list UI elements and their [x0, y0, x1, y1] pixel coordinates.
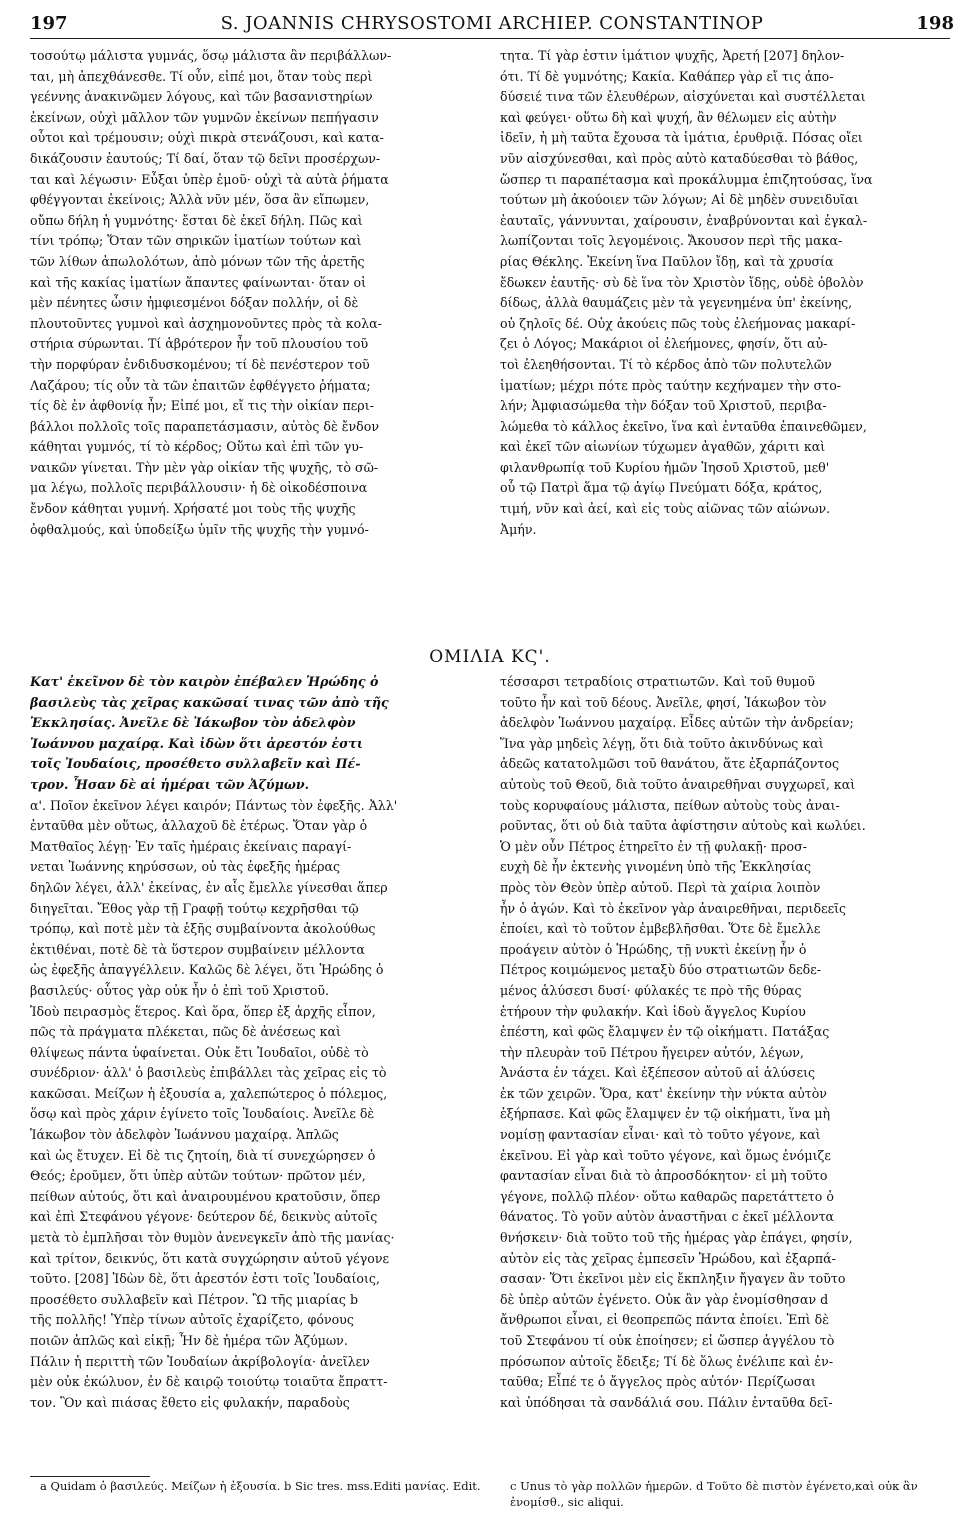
text-line: ἔνδον κάθηται γυμνή. Χρήσατέ μοι τοὺς τῆς ψυχῆς	[30, 501, 356, 517]
text-line: αὐτοὺς τοῦ Θεοῦ, διὰ τοῦτο ἀναιρεθῆναι συγχωρεῖ, καὶ	[500, 776, 856, 792]
upper-left-column	[30, 46, 488, 596]
text-line: τρόπῳ, καὶ ποτὲ μὲν τὰ ἑξῆς συμβαίνοντα ἀκολούθως	[30, 921, 376, 937]
text-line: ὀφθαλμούς, καὶ ὑποδείξω ὑμῖν τῆς ψυχῆς τὴν γυμνό-	[30, 521, 369, 537]
text-line: τούτων μὴ ἀκούοιεν τῶν λόγων; Αἱ δὲ μηδὲν συνειδυῖαι	[500, 192, 859, 208]
text-line: κάθηται γυμνός, τί τὸ κέρδος; Οὕτω καὶ ἐπὶ τῶν γυ-	[30, 439, 364, 455]
text-line: συνέδριον· ἀλλ' ὁ βασιλεὺς ἐπιβάλλει τὰς χεῖρας εἰς τὸ	[30, 1065, 387, 1081]
text-line: Ἰάκωβον τὸν ἀδελφὸν Ἰωάννου μαχαίρᾳ. Ἁπλῶς	[30, 1127, 339, 1143]
text-line: τοῦτο ἦν καὶ τοῦ δέους. Ἀνεῖλε, φησί, Ἰάκωβον τὸν	[500, 694, 827, 710]
text-line: ται καὶ λέγωσιν· Εὖξαι ὑπὲρ ἐμοῦ· οὐχὶ τὰ αὐτὰ ῥήματα	[30, 171, 389, 187]
text-line: σασαν· Ὅτι ἐκεῖνοι μὲν εἰς ἔκπληξιν ἤγαγεν ἂν τοῦτο	[500, 1271, 846, 1287]
text-line: οὗ τῷ Πατρὶ ἅμα τῷ ἁγίῳ Πνεύματι δόξα, κράτος,	[500, 480, 823, 496]
footnotes-left	[40, 1478, 500, 1494]
text-line: ναικῶν γίνεται. Τὴν μὲν γὰρ οἰκίαν τῆς ψυχῆς, τὸ σῶ-	[30, 459, 379, 475]
text-line: ἐτήρουν τὴν φυλακήν. Καὶ ἰδοὺ ἄγγελος Κυρίου	[500, 1003, 806, 1019]
text-line: στήρια σύρωνται. Τί ἁβρότερον ἦν τοῦ πλουσίου τοῦ	[30, 336, 369, 352]
text-line: θάνατος. Τὸ γοῦν αὐτὸν ἀναστῆναι c ἐκεῖ μέλλοντα	[500, 1209, 835, 1225]
text-line: γέγονε, πολλῷ πλέον· οὕτω καθαρῶς παρετάττετο ὁ	[500, 1188, 834, 1204]
text-line: Ἵνα γὰρ μηδεὶς λέγῃ, ὅτι διὰ τοῦτο ἀκινδύνως καὶ	[500, 735, 824, 751]
text-line: λήν; Ἀμφιασώμεθα τὴν δόξαν τοῦ Χριστοῦ, περιβα-	[500, 398, 827, 414]
text-line: Πάλιν ἡ περιττὴ τῶν Ἰουδαίων ἀκρίβολογία· ἀνεῖλεν	[30, 1353, 370, 1369]
text-line: Ματθαῖος λέγῃ· Ἐν ταῖς ἡμέραις ἐκείναις παραγί-	[30, 838, 352, 854]
text-line: τέσσαρσι τετραδίοις στρατιωτῶν. Καὶ τοῦ θυμοῦ	[500, 674, 815, 689]
text-line: τιμή, νῦν καὶ ἀεί, καὶ εἰς τοὺς αἰῶνας τῶν αἰώνων.	[500, 501, 831, 517]
text-line: a Quidam ὁ βασιλεύς. Μείζων ἡ ἐξουσία. b Sic tres. mss.	[40, 1479, 374, 1493]
text-line: ἐποίει, καὶ τὸ τοῦτον ἐμβεβλῆσθαι. Ὅτε δὲ ἔμελλε	[500, 921, 821, 937]
text-line: προάγειν αὐτὸν ὁ Ἡρώδης, τῇ νυκτὶ ἐκείνῃ ἦν ὁ	[500, 941, 807, 957]
text-line: τοὶ ἐλεηθήσονται. Τί τὸ κέρδος ἀπὸ τῶν πολυτελῶν	[500, 356, 832, 372]
text-line: τον. Ὃν καὶ πιάσας ἔθετο εἰς φυλακήν, παραδοὺς	[30, 1394, 350, 1410]
text-line: δύσειέ τινα τῶν ἐλευθέρων, αἰσχύνεται καὶ συστέλλεται	[500, 89, 866, 105]
text-line: οὐ ζηλοῖς δέ. Οὐχ ἀκούεις πῶς τοὺς ἐλεήμονας μακαρί-	[500, 315, 856, 331]
text-line: ἀδεῶς κατατολμῶσι τοῦ θανάτου, ἅτε ἐξαρπάζοντος	[500, 756, 840, 772]
text-line: ζει ὁ Λόγος; Μακάριοι οἱ ἐλεήμονες, φησίν, ὅτι αὐ-	[500, 336, 828, 352]
upper-right-column	[500, 46, 958, 596]
text-line: Ἀμήν.	[500, 521, 537, 537]
running-header	[30, 4, 954, 36]
text-line: ἄνθρωποι εἶναι, εἰ θεοπρεπῶς πάντα ἐποίει. Ἐπὶ δὲ	[500, 1312, 829, 1328]
text-line: Ἀνάστα ἐν τάχει. Καὶ ἐξέπεσον αὐτοῦ αἱ ἁλύσεις	[500, 1065, 816, 1081]
left-page-number: 197	[30, 13, 68, 34]
text-line: δίδως, ἀλλὰ θαυμάζεις μὲν τὰ γεγενημένα ὑπ' ἐκείνης,	[500, 295, 853, 311]
text-line: μὲν πένητες ὦσιν ἠμφιεσμένοι δόξαν πολλήν, οἱ δὲ	[30, 295, 359, 311]
text-line: Ὁ μὲν οὖν Πέτρος ἐτηρεῖτο ἐν τῇ φυλακῇ· προσ-	[500, 838, 807, 854]
text-line: τῆς πολλῆς! Ὑπὲρ τίνων αὐτοῖς ἐχαρίζετο, φόνους	[30, 1312, 354, 1328]
text-line: τίς δὲ ἐν ἀφθονίᾳ ἦν; Εἰπέ μοι, εἴ τις τὴν οἰκίαν περι-	[30, 398, 374, 414]
text-line: μένος ἁλύσεσι δυσί· φύλακές τε πρὸ τῆς θύρας	[500, 982, 802, 998]
text-line: τοὺς κορυφαίους μάλιστα, πείθων αὐτοὺς τοὺς ἀναι-	[500, 797, 840, 813]
text-line: ὥσπερ τι παραπέτασμα καὶ προκάλυμμα ἐπιζητούσας, ἵνα	[500, 171, 873, 187]
text-line: λωπίζονται τοῖς λεγομένοις. Ἄκουσον περὶ τῆς μακα-	[500, 233, 843, 249]
text-line: ρίας Θέκλης. Ἐκείνη ἵνα Παῦλον ἴδῃ, καὶ τὰ χρυσία	[500, 253, 834, 269]
header-rule	[30, 38, 950, 39]
text-line: τοῦ Στεφάνου τί οὐκ ἐποίησεν; εἰ ὥσπερ ἀγγέλου τὸ	[500, 1333, 835, 1348]
text-line: τητα. Τί γὰρ ἐστιν ἱμάτιον ψυχῆς, Ἀρετή [207] δηλον-	[500, 48, 845, 63]
text-line: ται, μὴ ἀπεχθάνεσθε. Τί οὖν, εἰπέ μοι, ὅταν τοὺς περὶ	[30, 68, 373, 84]
text-line: ἐκτιθέναι, ποτὲ δὲ τὰ ὕστερον συμβαίνειν μέλλοντα	[30, 941, 365, 957]
text-line: τοσούτῳ μάλιστα γυμνάς, ὅσῳ μάλιστα ἂν περιβάλλων-	[30, 48, 392, 63]
text-line: καὶ ἐπὶ Στεφάνου γέγονε· δεύτερον δέ, δεικνὺς αὐτοῖς	[30, 1209, 378, 1225]
text-line: προσέθετο συλλαβεῖν καὶ Πέτρον. Ὢ τῆς μιαρίας b	[30, 1291, 359, 1307]
text-line: τοῖς Ἰουδαίοις, προσέθετο συλλαβεῖν καὶ Πέ-	[30, 756, 361, 772]
text-line: Ἐκκλησίας. Ἀνεῖλε δὲ Ἰάκωβον τὸν ἀδελφὸν	[30, 715, 356, 731]
text-line: δηλῶν λέγει, ἀλλ' ἐκείνας, ἐν αἷς ἔμελλε γίνεσθαι ἅπερ	[30, 879, 388, 895]
text-line: φιλανθρωπίᾳ τοῦ Κυρίου ἡμῶν Ἰησοῦ Χριστοῦ, μεθ'	[500, 459, 830, 475]
text-line: c Unus τὸ γὰρ πολλῶν ἡμερῶν. d Τοῦτο δὲ πιστὸν ἐγένετο,	[510, 1479, 856, 1493]
text-line: οὗτοι καὶ τρέμουσιν; οὐχὶ πικρὰ στενάζουσι, καὶ κατα-	[30, 130, 384, 146]
text-line: ροῦντας, ὅτι οὐ διὰ ταῦτα ἀφίστησιν αὐτοὺς καὶ κωλύει.	[500, 818, 866, 834]
text-line: πῶς τὰ πράγματα πλέκεται, πῶς δὲ ἀνέσεως καὶ	[30, 1024, 341, 1040]
text-line: ἐκ τῶν χειρῶν. Ὅρα, κατ' ἐκείνην τὴν νύκτα αὐτὸν	[500, 1085, 827, 1101]
text-line: καὶ φεύγει· οὕτω δὴ καὶ ψυχή, ἂν θέλωμεν εἰς αὐτὴν	[500, 109, 837, 125]
lower-right-column	[500, 672, 958, 1462]
text-line: βασιλεὺς τὰς χεῖρας κακῶσαί τινας τῶν ἀπὸ τῆς	[30, 694, 389, 710]
text-line: ευχὴ δὲ ἦν ἐκτενὴς γινομένη ὑπὸ τῆς Ἐκκλησίας	[500, 859, 812, 875]
text-line: δὲ ὑπὲρ αὐτῶν ἐγένετο. Οὐκ ἂν γὰρ ἐνομίσθησαν d	[500, 1291, 829, 1307]
text-line: ἐπέστη, καὶ φῶς ἔλαμψεν ἐν τῷ οἰκήματι. Πατάξας	[500, 1024, 830, 1040]
text-line: Λαζάρου; τίς οὖν τὰ τῶν ἐπαιτῶν ἐφθέγγετο ῥήματα;	[30, 377, 371, 393]
text-line: Editi μανίας. Edit.	[373, 1479, 481, 1493]
text-line: βασιλεύς· οὗτος γὰρ οὐκ ἦν ὁ ἐπὶ τοῦ Χριστοῦ.	[30, 982, 330, 998]
text-line: διηγεῖται. Ἔθος γὰρ τῇ Γραφῇ τούτῳ κεχρῆσθαι τῷ	[30, 900, 359, 916]
right-page-number: 198	[916, 13, 954, 34]
text-line: ὅσῳ καὶ πρὸς χάριν ἐγίνετο τοῖς Ἰουδαίοις. Ἀνεῖλε δὲ	[30, 1106, 375, 1122]
text-line: Κατ' ἐκεῖνον δὲ τὸν καιρὸν ἐπέβαλεν Ἡρώδης ὁ	[30, 674, 379, 689]
text-line: οὔπω δήλη ἡ γυμνότης· ἔσται δὲ ἐκεῖ δήλη. Πῶς καὶ	[30, 212, 363, 228]
text-line: πρὸς τὸν Θεὸν ὑπὲρ αὐτοῦ. Περὶ τὰ χαίρια λοιπὸν	[500, 879, 821, 895]
text-line: πλουτοῦντες γυμνοὶ καὶ ἀσχημονοῦντες πρὸς τὰ κολα-	[30, 315, 382, 331]
text-line: καὶ οὐκ ἂν ἐνομίσθ., sic aliqui.	[510, 1479, 918, 1509]
text-line: νομίσῃ φαντασίαν εἶναι· καὶ τὸ τοῦτο γέγονε, καὶ	[500, 1127, 821, 1143]
footnote-rule-left	[30, 1476, 150, 1477]
text-line: ἦν ὁ ἀγών. Καὶ τὸ ἐκεῖνον γὰρ ἀναιρεθῆναι, περιδεεῖς	[500, 900, 847, 916]
text-line: ἔδωκεν ἑαυτῆς· σὺ δὲ ἵνα τὸν Χριστὸν ἴδῃς, οὐδὲ ὀβολὸν	[500, 274, 864, 290]
text-line: νῦν αἰσχύνεσθαι, καὶ πρὸς αὐτὸ καταδύεσθαι τὸ βάθος,	[500, 150, 859, 166]
text-line: λώμεθα τὸ κάλλος ἐκεῖνο, ἵνα καὶ ἐνταῦθα ἐπαινεθῶμεν,	[500, 418, 867, 434]
text-line: ἐκείνων, οὐχὶ μᾶλλον τῶν γυμνῶν ἐκείνων πεπήγασιν	[30, 109, 379, 125]
text-line: ἰδεῖν, ἡ μὴ ταῦτα ἔχουσα τὰ ἱμάτια, ἐρυθριᾷ. Πόσας οἴει	[500, 130, 863, 146]
text-line: βάλλοι πολλοῖς τοῖς παραπετάσμασιν, αὐτὸς δὲ ἔνδον	[30, 418, 380, 434]
text-line: μετὰ τὸ ἐμπλῆσαι τὸν θυμὸν ἀνενεγκεῖν ἀπὸ τῆς μανίας·	[30, 1230, 395, 1246]
text-line: α'. Ποῖον ἐκεῖνον λέγει καιρόν; Πάντως τὸν ἐφεξῆς. Ἀλλ'	[30, 797, 398, 813]
text-line: θλίψεως πάντα ὑφαίνεται. Οὐκ ἔτι Ἰουδαῖοι, οὐδὲ τὸ	[30, 1044, 369, 1060]
text-line: πείθων αὐτούς, ὅτι καὶ ἀναιρουμένου κρατοῦσιν, ὅπερ	[30, 1188, 381, 1204]
text-line: καὶ τρίτον, δεικνύς, ὅτι κατὰ συγχώρησιν αὐτοῦ γέγονε	[30, 1250, 389, 1266]
text-line: αὐτὸν εἰς τὰς χεῖρας ἐμπεσεῖν Ἡρώδου, καὶ ἐξαρπά-	[500, 1250, 836, 1266]
text-line: μα λέγω, πολλοῖς περιβάλλουσιν· ἡ δὲ οἰκοδέσποινα	[30, 480, 368, 496]
text-line: φαντασίαν εἶναι διὰ τὸ ἀπροσδόκητον· εἰ μὴ τοῦτο	[500, 1168, 828, 1184]
homily-title: ΟΜΙΛΙΑ ΚϚ'.	[429, 647, 551, 667]
text-line: μὲν οὐκ ἐκώλυον, ἐν δὲ καιρῷ τοιούτῳ τοιαῦτα ἔπραττ-	[30, 1374, 388, 1390]
text-line: ἱματίων; μέχρι πότε πρὸς ταύτην κεχήναμεν τὴν στο-	[500, 377, 842, 393]
text-line: τοῦτο. [208] Ἰδὼν δὲ, ὅτι ἀρεστόν ἐστι τοῖς Ἰουδαίοις,	[30, 1271, 380, 1287]
text-line: ταῦθα; Εἶπέ τε ὁ ἄγγελος πρὸς αὐτόν· Περίζωσαι	[500, 1374, 816, 1390]
text-line: τὴν πλευρὰν τοῦ Πέτρου ἤγειρεν αὐτόν, λέγων,	[500, 1044, 804, 1060]
text-line: ότι. Τί δὲ γυμνότης; Κακία. Καθάπερ γὰρ εἴ τις ἀπο-	[500, 68, 834, 84]
text-line: ἐνταῦθα μὲν οὕτως, ἀλλαχοῦ δὲ ἑτέρως. Ὅταν γὰρ ὁ	[30, 818, 368, 834]
text-line: φθέγγονται ἐκείνοις; Ἀλλὰ νῦν μέν, ὅσα ἂν εἴπωμεν,	[30, 192, 370, 208]
text-line: γεέννης ἀνακινῶμεν λόγους, καὶ τῶν βασανιστηρίων	[30, 89, 373, 105]
text-line: ἐκεῖνου. Εἰ γὰρ καὶ τοῦτο γέγονε, καὶ ὅμως ἐνόμιζε	[500, 1147, 831, 1163]
text-line: τίνι τρόπῳ; Ὅταν τῶν σηρικῶν ἱματίων τούτων καὶ	[30, 233, 362, 249]
text-line: καὶ ἐκεῖ τῶν αἰωνίων τύχωμεν ἀγαθῶν, χάριτι καὶ	[500, 439, 826, 455]
text-line: δικάζουσιν ἑαυτούς; Τί δαί, ὅταν τῷ δεῖνι προσέρχων-	[30, 150, 381, 166]
lower-left-column	[30, 672, 488, 1462]
text-line: ποιῶν ἁπλῶς καὶ εἰκῇ; Ἦν δὲ ἡμέρα τῶν Ἀζύμων.	[30, 1333, 348, 1348]
text-line: τρον. Ἦσαν δὲ αἱ ἡμέραι τῶν Ἀζύμων.	[30, 776, 309, 792]
text-line: καὶ ὡς ἔτυχεν. Εἰ δὲ τις ζητοίη, διὰ τί συνεχώρησεν ὁ	[30, 1147, 376, 1163]
text-line: καὶ τῆς κακίας ἱματίων ἅπαντες φαίνωνται· ὅταν οἱ	[30, 274, 367, 290]
text-line: κακῶσαι. Μείζων ἡ ἐξουσία a, χαλεπώτερος ὁ πόλεμος,	[30, 1085, 388, 1101]
footnotes-right	[510, 1478, 970, 1510]
text-line: ἀδελφὸν Ἰωάννου μαχαίρᾳ. Εἶδες αὐτῶν τὴν ἀνδρείαν;	[500, 715, 854, 731]
text-line: τὴν πορφύραν ἐνδιδυσκομένου; τί δὲ πενέστερον τοῦ	[30, 356, 370, 372]
text-line: Θεός; ἐροῦμεν, ὅτι ὑπὲρ αὐτῶν τούτων· πρῶτον μέν,	[30, 1168, 366, 1184]
text-line: ὡς ἐφεξῆς ἀπαγγέλλειν. Καλῶς δὲ λέγει, ὅτι Ἡρώδης ὁ	[30, 962, 384, 978]
running-title: S. JOANNIS CHRYSOSTOMI ARCHIEP. CONSTANTINOP	[220, 13, 764, 34]
text-line: Πέτρος κοιμώμενος μεταξὺ δύο στρατιωτῶν δεδε-	[500, 962, 821, 978]
text-line: Ἰωάννου μαχαίρᾳ. Καὶ ἰδὼν ὅτι ἀρεστόν ἐστι	[30, 735, 364, 751]
text-line: Ἰδοὺ πειρασμὸς ἕτερος. Καὶ ὅρα, ὅπερ ἐξ ἀρχῆς εἶπον,	[30, 1003, 376, 1019]
text-line: καὶ ὑπόδησαι τὰ σανδάλιά σου. Πάλιν ἐνταῦθα δεῖ-	[500, 1394, 833, 1410]
text-line: θνήσκειν· διὰ τοῦτο τοῦ τῆς ἡμέρας γὰρ ἐπάγει, φησίν,	[500, 1230, 853, 1246]
text-line: ἐξήρπασε. Καὶ φῶς ἔλαμψεν ἐν τῷ οἰκήματι, ἵνα μὴ	[500, 1106, 831, 1122]
text-line: τῶν λίθων ἀπωλολότων, ἀπὸ μόνων τῶν τῆς ἀρετῆς	[30, 253, 365, 269]
text-line: νεται Ἰωάννης κηρύσσων, οὐ τὰς ἐφεξῆς ἡμέρας	[30, 859, 341, 875]
text-line: ἑαυταῖς, γάννυνται, χαίρουσιν, ἐναβρύνονται καὶ ἐγκαλ-	[500, 212, 868, 228]
text-line: πρόσωπον αὐτοῖς ἔδειξε; Τί δὲ ὅλως ἐνέλιπε καὶ ἐν-	[500, 1353, 834, 1369]
